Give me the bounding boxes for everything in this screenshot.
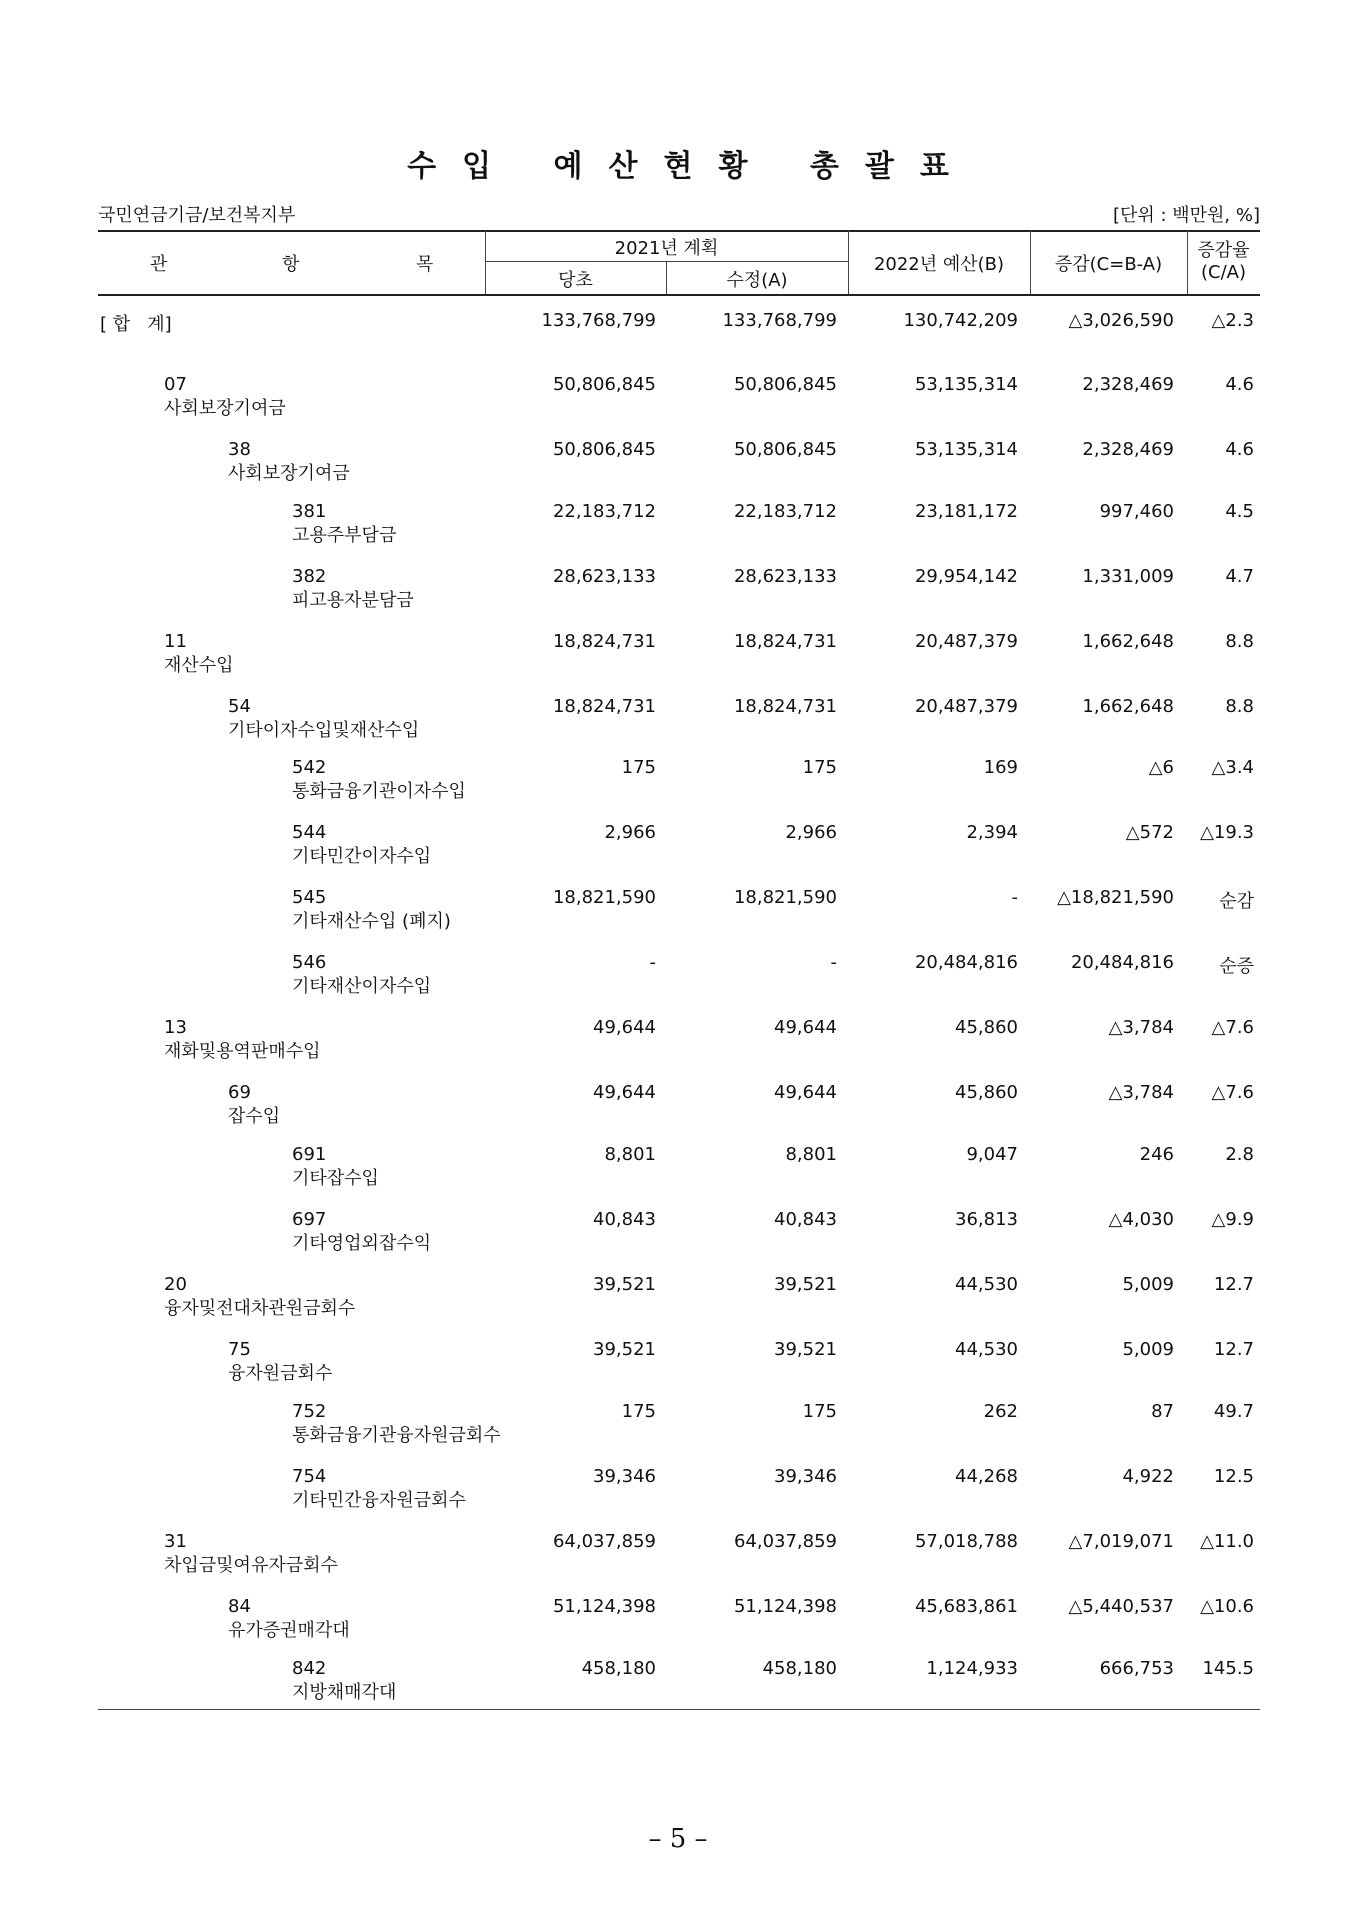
row-rate: △3.4 xyxy=(1211,757,1254,778)
row-rate: 145.5 xyxy=(1202,1658,1254,1679)
table-row xyxy=(98,757,1260,809)
row-budget: 45,683,861 xyxy=(914,1596,1018,1617)
row-revised: 8,801 xyxy=(785,1144,837,1165)
row-change: 5,009 xyxy=(1122,1274,1174,1295)
row-revised: 2,966 xyxy=(785,822,837,843)
row-rate: 12.7 xyxy=(1213,1274,1254,1295)
row-original: 40,843 xyxy=(593,1209,656,1230)
row-change: 4,922 xyxy=(1122,1466,1174,1487)
row-name: 유가증권매각대 xyxy=(228,1620,350,1641)
row-rate: 순증 xyxy=(1219,956,1254,977)
row-name: 기타민간융자원금회수 xyxy=(292,1490,466,1511)
row-budget: 20,484,816 xyxy=(914,952,1018,973)
row-original: 51,124,398 xyxy=(552,1596,656,1617)
row-original: 49,644 xyxy=(593,1017,656,1038)
header-original: 당초 xyxy=(558,270,593,291)
row-revised: 39,346 xyxy=(774,1466,837,1487)
row-code: 382 xyxy=(292,566,327,587)
table-row xyxy=(98,439,1260,491)
table-row xyxy=(98,1466,1260,1518)
row-original: 8,801 xyxy=(604,1144,656,1165)
row-budget: 45,860 xyxy=(955,1017,1018,1038)
row-rate: 8.8 xyxy=(1225,631,1254,652)
total-original: 133,768,799 xyxy=(541,310,656,331)
row-code: 381 xyxy=(292,501,327,522)
organization-label: 국민연금기금/보건복지부 xyxy=(98,205,296,226)
row-change: 1,331,009 xyxy=(1082,566,1174,587)
table-row xyxy=(98,1082,1260,1134)
row-original: 2,966 xyxy=(604,822,656,843)
row-code: 13 xyxy=(164,1017,187,1038)
row-code: 20 xyxy=(164,1274,187,1295)
header-sub-rule xyxy=(485,261,848,262)
table-row xyxy=(98,1596,1260,1648)
row-budget: 169 xyxy=(983,757,1018,778)
row-rate: 8.8 xyxy=(1225,696,1254,717)
row-name: 지방채매각대 xyxy=(292,1682,397,1703)
row-rate: 순감 xyxy=(1219,891,1254,912)
table-top-rule xyxy=(98,230,1260,232)
row-name: 통화금융기관융자원금회수 xyxy=(292,1425,501,1446)
row-code: 691 xyxy=(292,1144,327,1165)
row-name: 기타영업외잡수익 xyxy=(292,1233,432,1254)
row-code: 754 xyxy=(292,1466,327,1487)
row-revised: 49,644 xyxy=(774,1082,837,1103)
row-revised: 39,521 xyxy=(774,1274,837,1295)
header-mok: 목 xyxy=(416,254,434,275)
row-original: 39,521 xyxy=(593,1339,656,1360)
row-rate: 4.6 xyxy=(1225,439,1254,460)
table-row xyxy=(98,1017,1260,1069)
row-revised: 175 xyxy=(802,757,837,778)
row-name: 재화및용역판매수입 xyxy=(164,1041,321,1062)
row-rate: △11.0 xyxy=(1200,1531,1254,1552)
row-revised: 458,180 xyxy=(762,1658,837,1679)
header-gwan: 관 xyxy=(150,254,168,275)
row-change: △572 xyxy=(1125,822,1174,843)
row-budget: 20,487,379 xyxy=(914,631,1018,652)
row-name: 차입금및여유자금회수 xyxy=(164,1555,338,1576)
row-code: 842 xyxy=(292,1658,327,1679)
row-revised: 49,644 xyxy=(774,1017,837,1038)
row-name: 융자원금회수 xyxy=(228,1363,333,1384)
table-row xyxy=(98,1209,1260,1261)
row-rate: △9.9 xyxy=(1211,1209,1254,1230)
unit-label: [단위 : 백만원, %] xyxy=(1112,205,1260,226)
row-budget: 53,135,314 xyxy=(914,439,1018,460)
total-revised: 133,768,799 xyxy=(722,310,837,331)
row-name: 기타민간이자수입 xyxy=(292,846,432,867)
row-budget: 44,268 xyxy=(955,1466,1018,1487)
header-change: 증감(C=B-A) xyxy=(1054,254,1163,275)
row-name: 사회보장기여금 xyxy=(164,398,286,419)
row-budget: 2,394 xyxy=(966,822,1018,843)
row-revised: 22,183,712 xyxy=(733,501,837,522)
table-row xyxy=(98,1274,1260,1326)
row-change: 1,662,648 xyxy=(1082,696,1174,717)
row-original: 22,183,712 xyxy=(552,501,656,522)
header-rate-top: 증감율 xyxy=(1197,240,1250,261)
row-change: △5,440,537 xyxy=(1068,1596,1174,1617)
row-revised: 50,806,845 xyxy=(733,374,837,395)
row-original: 175 xyxy=(621,1401,656,1422)
table-row xyxy=(98,696,1260,748)
row-change: 5,009 xyxy=(1122,1339,1174,1360)
row-revised: 18,824,731 xyxy=(733,696,837,717)
row-rate: 2.8 xyxy=(1225,1144,1254,1165)
row-budget: 1,124,933 xyxy=(926,1658,1018,1679)
row-revised: - xyxy=(830,952,837,973)
row-change: △3,784 xyxy=(1108,1082,1174,1103)
row-budget: 57,018,788 xyxy=(914,1531,1018,1552)
row-change: 666,753 xyxy=(1099,1658,1174,1679)
row-code: 75 xyxy=(228,1339,251,1360)
row-code: 542 xyxy=(292,757,327,778)
row-revised: 28,623,133 xyxy=(733,566,837,587)
row-name: 기타재산이자수입 xyxy=(292,976,432,997)
row-name: 잡수입 xyxy=(228,1106,281,1127)
row-code: 54 xyxy=(228,696,251,717)
row-budget: 44,530 xyxy=(955,1339,1018,1360)
row-budget: 53,135,314 xyxy=(914,374,1018,395)
total-budget: 130,742,209 xyxy=(903,310,1018,331)
row-change: △3,784 xyxy=(1108,1017,1174,1038)
table-row xyxy=(98,631,1260,683)
row-code: 546 xyxy=(292,952,327,973)
row-change: △4,030 xyxy=(1108,1209,1174,1230)
row-change: 246 xyxy=(1139,1144,1174,1165)
row-code: 544 xyxy=(292,822,327,843)
table-row xyxy=(98,887,1260,939)
row-budget: 262 xyxy=(983,1401,1018,1422)
row-original: 18,824,731 xyxy=(552,631,656,652)
row-original: 50,806,845 xyxy=(552,374,656,395)
row-revised: 18,821,590 xyxy=(733,887,837,908)
row-rate: △7.6 xyxy=(1211,1017,1254,1038)
row-name: 기타재산수입 (폐지) xyxy=(292,911,451,932)
row-change: 87 xyxy=(1151,1401,1174,1422)
row-rate: 4.7 xyxy=(1225,566,1254,587)
row-change: 20,484,816 xyxy=(1070,952,1174,973)
row-original: 18,821,590 xyxy=(552,887,656,908)
row-revised: 18,824,731 xyxy=(733,631,837,652)
row-name: 통화금융기관이자수입 xyxy=(292,781,466,802)
row-code: 545 xyxy=(292,887,327,908)
header-bottom-rule xyxy=(98,294,1260,296)
header-budget-2022: 2022년 예산(B) xyxy=(873,254,1005,275)
row-code: 84 xyxy=(228,1596,251,1617)
header-hang: 항 xyxy=(282,254,300,275)
row-code: 38 xyxy=(228,439,251,460)
page-title: 수입 예산현황 총괄표 xyxy=(407,149,975,184)
header-rate-bottom: (C/A) xyxy=(1201,262,1246,283)
row-original: 18,824,731 xyxy=(552,696,656,717)
row-original: 458,180 xyxy=(581,1658,656,1679)
row-name: 기타잡수입 xyxy=(292,1168,379,1189)
row-revised: 175 xyxy=(802,1401,837,1422)
row-change: △6 xyxy=(1148,757,1174,778)
row-budget: 29,954,142 xyxy=(914,566,1018,587)
row-change: △18,821,590 xyxy=(1057,887,1174,908)
row-original: 49,644 xyxy=(593,1082,656,1103)
row-code: 31 xyxy=(164,1531,187,1552)
table-row xyxy=(98,1144,1260,1196)
row-code: 69 xyxy=(228,1082,251,1103)
row-revised: 40,843 xyxy=(774,1209,837,1230)
table-row xyxy=(98,1339,1260,1391)
page-number: – 5 – xyxy=(648,1824,708,1854)
row-change: 2,328,469 xyxy=(1082,374,1174,395)
total-change: △3,026,590 xyxy=(1068,310,1174,331)
row-revised: 50,806,845 xyxy=(733,439,837,460)
row-original: 175 xyxy=(621,757,656,778)
row-code: 752 xyxy=(292,1401,327,1422)
row-budget: 23,181,172 xyxy=(914,501,1018,522)
row-rate: 12.7 xyxy=(1213,1339,1254,1360)
row-code: 697 xyxy=(292,1209,327,1230)
total-label: [ 합 계] xyxy=(100,314,172,335)
row-change: 1,662,648 xyxy=(1082,631,1174,652)
table-row xyxy=(98,374,1260,426)
row-revised: 51,124,398 xyxy=(733,1596,837,1617)
row-name: 재산수입 xyxy=(164,655,234,676)
table-row xyxy=(98,952,1260,1004)
row-code: 07 xyxy=(164,374,187,395)
row-original: 39,346 xyxy=(593,1466,656,1487)
row-original: 64,037,859 xyxy=(552,1531,656,1552)
row-name: 피고용자분담금 xyxy=(292,590,414,611)
row-original: - xyxy=(649,952,656,973)
row-budget: 36,813 xyxy=(955,1209,1018,1230)
row-budget: - xyxy=(1011,887,1018,908)
table-row xyxy=(98,501,1260,553)
row-rate: 4.6 xyxy=(1225,374,1254,395)
row-name: 기타이자수입및재산수입 xyxy=(228,720,420,741)
row-original: 50,806,845 xyxy=(552,439,656,460)
header-plan-2021: 2021년 계획 xyxy=(614,238,719,259)
row-budget: 20,487,379 xyxy=(914,696,1018,717)
row-code: 11 xyxy=(164,631,187,652)
total-rate: △2.3 xyxy=(1211,310,1254,331)
row-original: 28,623,133 xyxy=(552,566,656,587)
row-change: △7,019,071 xyxy=(1068,1531,1174,1552)
row-change: 997,460 xyxy=(1099,501,1174,522)
row-rate: △19.3 xyxy=(1200,822,1254,843)
row-name: 사회보장기여금 xyxy=(228,463,350,484)
row-rate: 12.5 xyxy=(1213,1466,1254,1487)
row-name: 고용주부담금 xyxy=(292,525,397,546)
total-row xyxy=(98,310,1260,362)
row-budget: 9,047 xyxy=(966,1144,1018,1165)
row-budget: 45,860 xyxy=(955,1082,1018,1103)
table-row xyxy=(98,1401,1260,1453)
row-change: 2,328,469 xyxy=(1082,439,1174,460)
row-rate: △10.6 xyxy=(1200,1596,1254,1617)
row-revised: 39,521 xyxy=(774,1339,837,1360)
row-revised: 64,037,859 xyxy=(733,1531,837,1552)
row-budget: 44,530 xyxy=(955,1274,1018,1295)
row-rate: 4.5 xyxy=(1225,501,1254,522)
row-rate: △7.6 xyxy=(1211,1082,1254,1103)
header-revised: 수정(A) xyxy=(726,270,788,291)
table-row xyxy=(98,822,1260,874)
table-row xyxy=(98,1658,1260,1710)
row-rate: 49.7 xyxy=(1213,1401,1254,1422)
table-row xyxy=(98,566,1260,618)
row-name: 융자및전대차관원금회수 xyxy=(164,1298,356,1319)
table-row xyxy=(98,1531,1260,1583)
row-original: 39,521 xyxy=(593,1274,656,1295)
